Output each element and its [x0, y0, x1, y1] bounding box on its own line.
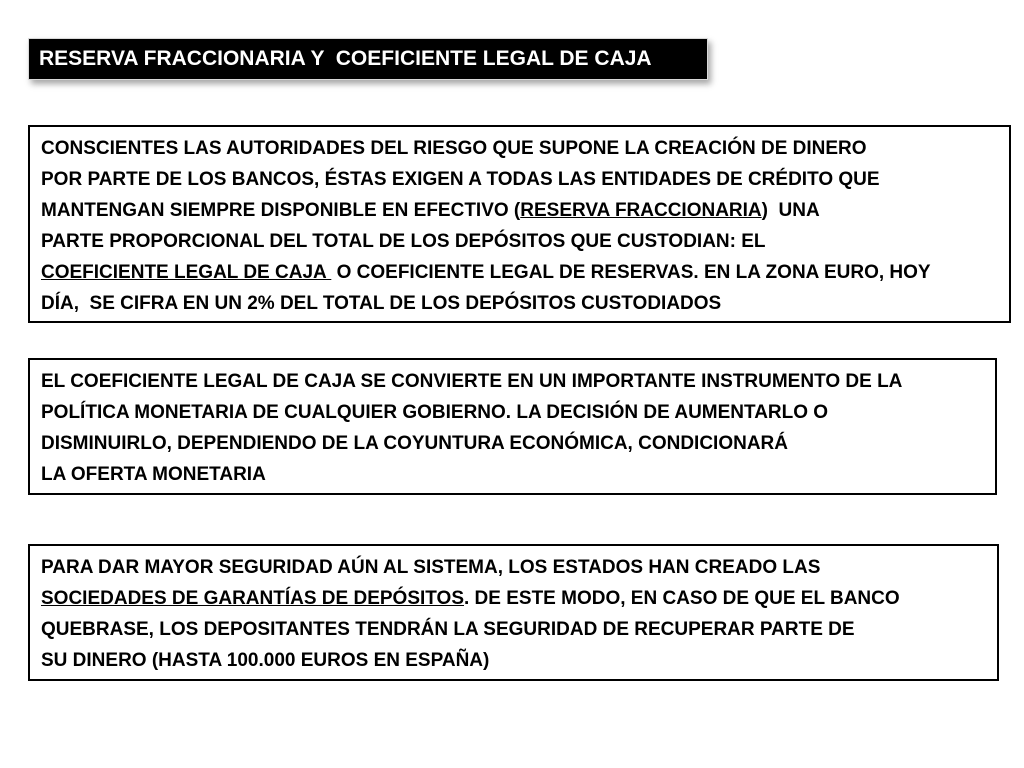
slide-title: RESERVA FRACCIONARIA Y COEFICIENTE LEGAL DE CAJA: [28, 38, 708, 80]
underlined-term-reserva-fraccionaria: RESERVA FRACCIONARIA: [520, 200, 762, 221]
text-line: POR PARTE DE LOS BANCOS, ÉSTAS EXIGEN A TODAS LAS ENTIDADES DE CRÉDITO QUE: [41, 169, 880, 190]
text-box-reserve-requirement: [28, 125, 1011, 323]
text-fragment: MANTENGAN SIEMPRE DISPONIBLE EN EFECTIVO (: [41, 200, 521, 221]
text-line: PARTE PROPORCIONAL DEL TOTAL DE LOS DEPÓSITOS QUE CUSTODIAN: EL: [41, 231, 766, 252]
text-line: CONSCIENTES LAS AUTORIDADES DEL RIESGO QUE SUPONE LA CREACIÓN DE DINERO: [41, 138, 867, 159]
text-line: [41, 195, 999, 226]
text-line: POLÍTICA MONETARIA DE CUALQUIER GOBIERNO. LA DECISIÓN DE AUMENTARLO O: [41, 402, 829, 423]
text-fragment: O COEFICIENTE LEGAL DE RESERVAS. EN LA ZONA EURO, HOY: [331, 262, 931, 283]
text-fragment: . DE ESTE MODO, EN CASO DE QUE EL BANCO: [464, 588, 900, 609]
text-line: SU DINERO (HASTA 100.000 EUROS EN ESPAÑA): [41, 650, 490, 671]
text-line: DISMINUIRLO, DEPENDIENDO DE LA COYUNTURA ECONÓMICA, CONDICIONARÁ: [41, 433, 788, 454]
underlined-term-coeficiente-legal: COEFICIENTE LEGAL DE CAJA: [41, 262, 332, 283]
text-line: DÍA, SE CIFRA EN UN 2% DEL TOTAL DE LOS DEPÓSITOS CUSTODIADOS: [41, 293, 722, 314]
text-line: [41, 257, 999, 288]
text-line: EL COEFICIENTE LEGAL DE CAJA SE CONVIERTE EN UN IMPORTANTE INSTRUMENTO DE LA: [41, 371, 903, 392]
text-box-deposit-guarantee: [28, 544, 999, 681]
text-line: PARA DAR MAYOR SEGURIDAD AÚN AL SISTEMA, LOS ESTADOS HAN CREADO LAS: [41, 557, 821, 578]
text-line: LA OFERTA MONETARIA: [41, 464, 266, 485]
underlined-term-sociedades-garantias: SOCIEDADES DE GARANTÍAS DE DEPÓSITOS: [41, 588, 464, 609]
text-line: QUEBRASE, LOS DEPOSITANTES TENDRÁN LA SEGURIDAD DE RECUPERAR PARTE DE: [41, 619, 855, 640]
text-box-monetary-policy: [28, 358, 997, 495]
text-fragment: ) UNA: [761, 200, 820, 221]
text-line: [41, 583, 987, 614]
